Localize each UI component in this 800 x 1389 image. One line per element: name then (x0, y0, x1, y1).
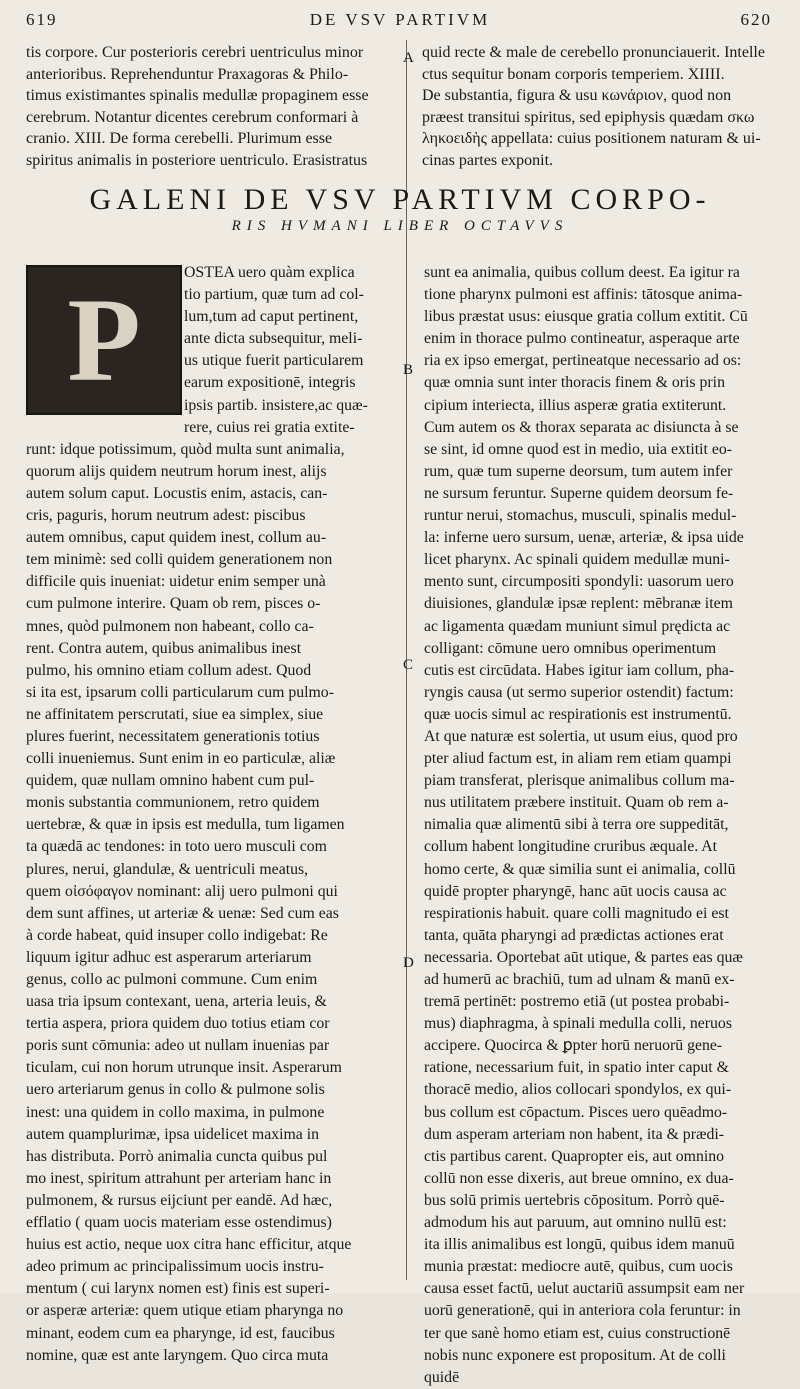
text-line: tertia aspera, priora quidem duo totius etiam cor (26, 1015, 330, 1033)
text-line: dem sunt affines, ut arteriæ & uenæ: Sed cum eas (26, 904, 339, 922)
text-line: autem solum caput. Locustis enim, astacis, can- (26, 484, 328, 502)
book-subtitle: RIS HVMANI LIBER OCTAVVS (231, 218, 569, 234)
text-line: quidē propter pharyngē, hanc aūt uocis causa ac (424, 882, 727, 900)
text-line: rent. Contra autem, quibus animalibus inest (26, 639, 302, 657)
text-line: genus, collo ac pulmoni commune. Cum enim (26, 971, 318, 988)
text-line: libus præstat usus: eiusque gratia collum extitit. Cū (424, 308, 748, 326)
text-line: pulmonem, & rursus eijciunt per eandē. Ad hæc, (26, 1191, 333, 1209)
text-line: us utique fuerit particularem (184, 352, 364, 370)
text-line: nimalia quæ alimentū sibi à terra ore suppeditāt, (424, 816, 729, 834)
text-line: At que naturæ est solertia, ut usum eius, quod pro (424, 727, 738, 745)
margin-letter-c: C (403, 657, 414, 673)
text-line: has distributa. Porrò animalia cuncta quibus pul (26, 1147, 328, 1165)
text-line: collū non esse dixeris, aut breue omnino, ex dua- (424, 1169, 734, 1187)
text-line: cinas partes exponit. (422, 151, 554, 169)
text-line: uertebræ, & quæ in ipsis est medulla, tum ligamen (26, 816, 345, 834)
text-line: or asperæ arteriæ: quem utique etiam pharynga no (26, 1302, 344, 1320)
text-line: respirationis habuit. quare colli magnitudo ei est (424, 904, 729, 922)
text-line: ryngis causa (ut sermo superior ostendit) factum: (424, 683, 734, 701)
text-line: minant, eodem cum ea pharynge, id est, faucibus (26, 1324, 335, 1342)
text-line: cum pulmone interire. Quam ob rem, pisces o- (26, 595, 321, 613)
text-line: ληκοειδὴς appellata: cuius positionem naturam & ui- (422, 130, 761, 147)
text-line: autem quamplurimæ, ipsa uidelicet maxima in (26, 1125, 320, 1143)
text-line: ita illis animalibus est longū, quibus idem manuū (424, 1236, 735, 1254)
text-line: lum,tum ad caput pertinent, (184, 308, 359, 326)
text-line: piam transferat, plerisque animalibus collum ma- (424, 772, 735, 790)
text-line: ne affinitatem perscrutati, siue ea simplex, siue (26, 705, 324, 723)
text-line: ctis partibus carent. Quapropter eis, aut omnino (424, 1147, 725, 1165)
text-line: Cum autem os & thorax separata ac disiuncta à se (424, 418, 739, 436)
text-line: homo certe, & quæ similia sunt ei animalia, collū (424, 860, 736, 878)
text-line: ratione, necessarium fuit, in spatio inter caput & (424, 1059, 729, 1077)
text-line: cris, paguris, horum neutrum adest: piscibus (26, 507, 306, 525)
text-line: thoracē medio, alios collocari spondylos, ex qui- (424, 1081, 732, 1099)
text-line: ria ex ipso emergat, pertineatque necessario ad os: (424, 352, 742, 370)
text-line: cutis est circūdata. Habes igitur iam collum, pha- (424, 661, 735, 679)
page-header (0, 10, 800, 40)
text-line: rum, quæ tum superne deorsum, tum autem infer (424, 462, 733, 480)
text-line: cerebrum. Notantur dicentes cerebrum conformari à (26, 108, 359, 126)
text-line: runt: idque potissimum, quòd multa sunt animalia, (26, 440, 345, 458)
text-line: earum expositionē, integris (184, 374, 356, 392)
text-line: uero arteriarum genus in collo & pulmone solis (26, 1081, 325, 1099)
page-number-left: 619 (26, 10, 58, 29)
text-line: OSTEA uero quàm explica (184, 264, 355, 281)
text-line: rere, cuius rei gratia extite- (184, 418, 355, 436)
text-line: nus utilitatem præbere instituit. Quam ob rem a- (424, 794, 729, 812)
text-line: munia præstat: mediocre autē, quibus, cum uocis (424, 1258, 733, 1276)
text-line: cranio. XIII. De forma cerebelli. Plurimum esse (26, 130, 333, 147)
initial-letter: P (67, 273, 141, 406)
text-line: mento sunt, circumpositi spondyli: uasorum uero (424, 573, 734, 591)
text-line: causa esset factū, uelut auctariū assumpsit eam ner (424, 1280, 745, 1298)
book-title: GALENI DE VSV PARTIVM CORPO- (89, 183, 711, 216)
text-line: pulmo, his omnino etiam collum adest. Quod (26, 661, 312, 679)
running-title: DE VSV PARTIVM (309, 10, 491, 29)
text-line: bus collum est cōpactum. Pisces uero quēadmo- (424, 1103, 728, 1121)
text-line: anterioribus. Reprehenduntur Praxagoras & Philo- (26, 65, 349, 83)
text-line: timus existimantes spinalis medullæ propaginem esse (26, 87, 369, 104)
text-line: licet pharynx. Ac spinali quidem medullæ muni- (424, 551, 730, 569)
text-line: uorū generationē, qui in anteriora cola feruntur: in (424, 1302, 741, 1320)
text-line: mo inest, spiritum attrahunt per arteriam hanc in (26, 1169, 332, 1187)
text-line: quidē (424, 1368, 460, 1386)
text-line: quidem, quæ nullam omnino habent cum pul- (26, 772, 315, 790)
text-line: autem omnibus, caput quidem inest, collum au- (26, 529, 327, 547)
text-line: diuisiones, glandulæ ipsæ replent: mēbranæ item (424, 595, 733, 613)
text-line: tremā pertinēt: postremo etiā (ut postea probabi- (424, 993, 730, 1011)
text-line: ta quædā ac tendones: in toto uero musculi com (26, 838, 327, 856)
text-line: quem οἰσόφαγον nominant: alij uero pulmoni qui (26, 882, 338, 900)
text-line: huius est actio, neque uox citra hanc efficitur, atque (26, 1236, 352, 1254)
text-line: inest: una quidem in collo maxima, in pulmone (26, 1103, 325, 1121)
page-number-right: 620 (740, 10, 772, 29)
text-line: ticulam, cui non horum utrunque insit. Asperarum (26, 1059, 342, 1077)
text-line: pter aliud factum est, in aliam rem etiam quampi (424, 750, 732, 768)
text-line: ipsis partib. insistere,ac quæ- (184, 396, 368, 414)
text-line: monis substantia communionem, retro quidem (26, 794, 320, 812)
text-line: tis corpore. Cur posterioris cerebri uentriculus minor (26, 44, 364, 61)
text-line: ctus sequitur bonam corporis temperiem. XIIII. (422, 65, 725, 83)
text-line: liquum igitur adhuc est asperarum arteriarum (26, 948, 312, 966)
text-line: efflatio ( quam uocis materiam esse ostendimus) (26, 1214, 332, 1232)
margin-letter-d: D (403, 955, 414, 971)
text-line: De substantia, figura & usu κωνάριον, quod non (422, 87, 732, 104)
text-line: ad humerū ac brachiū, tum ad ulnam & manū ex- (424, 971, 735, 988)
previous-summary-left (26, 42, 398, 171)
text-line: bus solū primis uertebris cōpositum. Porrò quē- (424, 1191, 725, 1209)
text-line: mnes, quòd pulmonem non habeant, collo ca- (26, 617, 314, 635)
text-line: plures, nerui, glandulæ, & uentriculi meatus, (26, 860, 309, 878)
text-line: colligant: cōmune uero omnibus operimentum (424, 639, 717, 657)
text-line: colli inueniemus. Sunt enim in eo particulæ, aliæ (26, 750, 336, 768)
text-line: admodum his aut paruum, aut omnino nullū est: (424, 1214, 727, 1232)
text-line: mentum ( cui larynx nomen est) finis est superi- (26, 1280, 330, 1298)
text-column-left (26, 262, 400, 1367)
text-line: se sint, id omne quod est in medio, uia extitit eo- (424, 440, 732, 458)
text-line: nobis nunc exponere est propositum. At de colli (424, 1346, 726, 1364)
text-line: ac ligamenta quædam muniunt simul prędicta ac (424, 617, 731, 635)
text-line: tione pharynx pulmoni est affinis: tātosque anima- (424, 286, 743, 304)
text-line: spiritus animalis in posteriore uentriculo. Erasistratus (26, 151, 368, 169)
text-line: tem minimè: sed colli quidem generationem non (26, 551, 333, 569)
text-line: mus) diaphragma, à spinali medulla colli, neruos (424, 1015, 732, 1033)
text-line: si ita est, ipsarum colli particularum cum pulmo- (26, 683, 334, 701)
text-line: cipium interiecta, illius asperæ gratia extiterunt. (424, 396, 727, 414)
margin-letter-b: B (403, 362, 414, 378)
text-line: præest transitui spiritus, sed epiphysis quædam σκω (422, 108, 755, 126)
text-line: ante dicta subsequitur, meli- (184, 330, 363, 348)
text-line: tanta, quāta pharyngi ad prædictas actiones erat (424, 926, 724, 944)
text-line: necessaria. Oportebat aūt utique, & partes eas quæ (424, 948, 743, 966)
text-line: plures fuerint, necessitatem generationis totius (26, 727, 320, 745)
text-line: quorum alijs quidem neutrum horum inest, alijs (26, 462, 327, 480)
text-line: ne sursum feruntur. Superne quidem deorsum fe- (424, 484, 734, 502)
text-line: dum asperam arteriam non habent, ita & prædi- (424, 1125, 725, 1143)
previous-summary-right (422, 42, 767, 171)
text-line: à corde habeat, quid insuper collo indigebat: Re (26, 926, 328, 944)
text-line: enim in thorace pulmo contineatur, asperaque arte (424, 330, 740, 348)
text-line: sunt ea animalia, quibus collum deest. Ea igitur ra (424, 264, 740, 281)
margin-letter-a: A (403, 50, 414, 66)
text-line: accipere. Quocirca & ꝑpter horū neruorū gene- (424, 1037, 723, 1055)
text-line: quæ omnia sunt inter thoracis finem & oris prin (424, 374, 725, 392)
text-line: uasa tria ipsum contexant, uena, arteria leuis, & (26, 993, 327, 1011)
text-line: quæ uocis simul ac respirationis est instrumentū. (424, 705, 732, 723)
text-line: tio partium, quæ tum ad col- (184, 286, 364, 304)
text-line: adeo primum ac principalissimum uocis instru- (26, 1258, 324, 1276)
text-line: difficile quis inueniat: uidetur enim semper unà (26, 573, 326, 591)
text-line: poris sunt cōmunia: adeo ut nullam inuenias par (26, 1037, 330, 1055)
text-line: ter que sanè homo etiam est, cuius constructionē (424, 1324, 731, 1342)
text-line: collum habent longitudine cruribus æquale. At (424, 838, 718, 856)
text-line: quid recte & male de cerebello pronunciauerit. Intelle (422, 44, 765, 61)
text-column-right (424, 262, 770, 1389)
text-line: runtur nerui, stomachus, musculi, spinalis medul- (424, 507, 737, 525)
text-line: la: inferne uero sursum, uenæ, arteriæ, & ipsa uide (424, 529, 744, 547)
text-line: nomine, quæ est ante laryngem. Quo circa muta (26, 1346, 329, 1364)
